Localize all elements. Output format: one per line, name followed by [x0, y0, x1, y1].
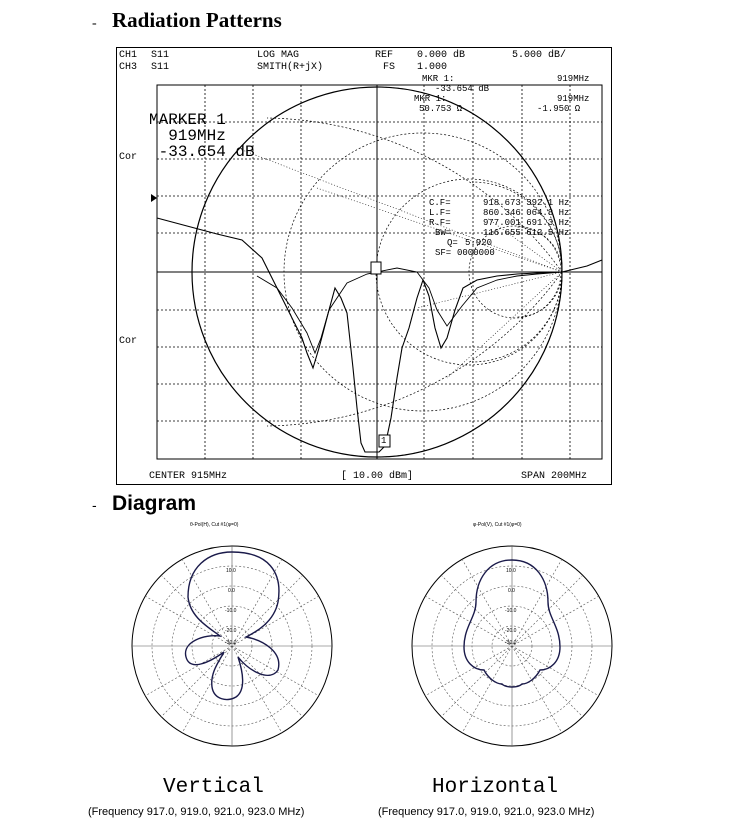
ring-label: -10.0: [505, 608, 517, 614]
polar-plot-horizontal: [408, 522, 618, 752]
polar-plot-vertical: [128, 522, 338, 752]
marker-big-title: MARKER 1: [149, 111, 226, 129]
ring-label: 10.0: [506, 568, 516, 574]
section-heading-radiation-patterns: [92, 8, 282, 33]
subcaption-horizontal: (Frequency 917.0, 919.0, 921.0, 923.0 MHz): [378, 806, 595, 818]
subcaption-vertical: (Frequency 917.0, 919.0, 921.0, 923.0 MHz): [88, 806, 305, 818]
ch1-param: S11: [151, 50, 170, 61]
ring-label: 0.0: [508, 588, 515, 594]
marker-big-readout: [149, 112, 255, 160]
rf-value: 977.001 691.3 Hz: [483, 218, 570, 228]
ref-value: 0.000 dB: [417, 50, 466, 61]
mkr1-label: MKR 1:: [422, 74, 455, 84]
ch1-label: CH1: [119, 50, 138, 61]
marker-big-value: -33.654 dB: [158, 143, 255, 161]
rf-label: R.F=: [429, 218, 451, 228]
marker-flag: 1: [381, 436, 387, 446]
cor-label-1: Cor: [119, 152, 138, 163]
bw-label: BW=: [435, 228, 452, 238]
polar-title: φ-Pol(V), Cut #1(φ=0): [473, 522, 522, 528]
footer-span: SPAN 200MHz: [521, 471, 588, 482]
sf-value: 0000000: [457, 248, 495, 258]
polar-grid: [128, 522, 338, 752]
ch3-label: CH3: [119, 62, 138, 73]
polar-grid: [408, 522, 618, 752]
footer-power: [ 10.00 dBm]: [341, 471, 414, 482]
bullet-dash: -: [92, 16, 97, 31]
fs-value: 1.000: [417, 62, 448, 73]
ring-label: -10.0: [225, 608, 237, 614]
lf-label: L.F=: [429, 208, 451, 218]
smith-marker-box: [371, 262, 381, 274]
caption-vertical: Vertical: [163, 776, 264, 799]
q-label: Q=: [447, 238, 458, 248]
ch3-param: S11: [151, 62, 170, 73]
marker-big-freq: 919MHz: [168, 127, 226, 145]
cf-label: C.F=: [429, 198, 451, 208]
scale-value: 5.000 dB/: [512, 50, 567, 61]
q-value: 5.920: [465, 238, 493, 248]
mkr2-r: 50.753 Ω: [419, 104, 463, 114]
caption-horizontal: Horizontal: [432, 776, 559, 799]
cor-label-2: Cor: [119, 336, 138, 347]
ref-label: REF: [375, 50, 394, 61]
log-mag-trace: [157, 218, 602, 452]
footer-center: CENTER 915MHz: [149, 471, 228, 482]
ch3-format: SMITH(R+jX): [257, 62, 324, 73]
section-heading-diagram: [92, 492, 196, 516]
section-title: Radiation Patterns: [112, 8, 282, 32]
ring-label: -20.0: [225, 628, 237, 634]
lf-value: 860.346 064.8 Hz: [483, 208, 570, 218]
bullet-dash: -: [92, 497, 97, 513]
ring-label: 0.0: [228, 588, 235, 594]
mkr1-value: -33.654 dB: [435, 84, 490, 94]
ring-label: 10.0: [226, 568, 236, 574]
mkr2-x: -1.950 Ω: [537, 104, 581, 114]
bw-value: 116.655 612.5 Hz: [483, 228, 570, 238]
mkr1-freq: 919MHz: [557, 74, 590, 84]
mkr2-label: MKR 1:: [414, 94, 447, 104]
section-title: Diagram: [112, 492, 197, 515]
cf-value: 918.673 392.1 Hz: [483, 198, 570, 208]
ring-label: -30.0: [225, 640, 237, 646]
ch1-format: LOG MAG: [257, 50, 300, 61]
fs-label: FS: [383, 62, 396, 73]
ref-level-pointer: [151, 194, 157, 202]
ring-label: -30.0: [505, 640, 517, 646]
network-analyzer-screen: [116, 47, 612, 485]
mkr2-freq: 919MHz: [557, 94, 590, 104]
ring-label: -20.0: [505, 628, 517, 634]
sf-label: SF=: [435, 248, 452, 258]
polar-title: θ-Pol(H), Cut #1(φ=0): [190, 522, 239, 528]
